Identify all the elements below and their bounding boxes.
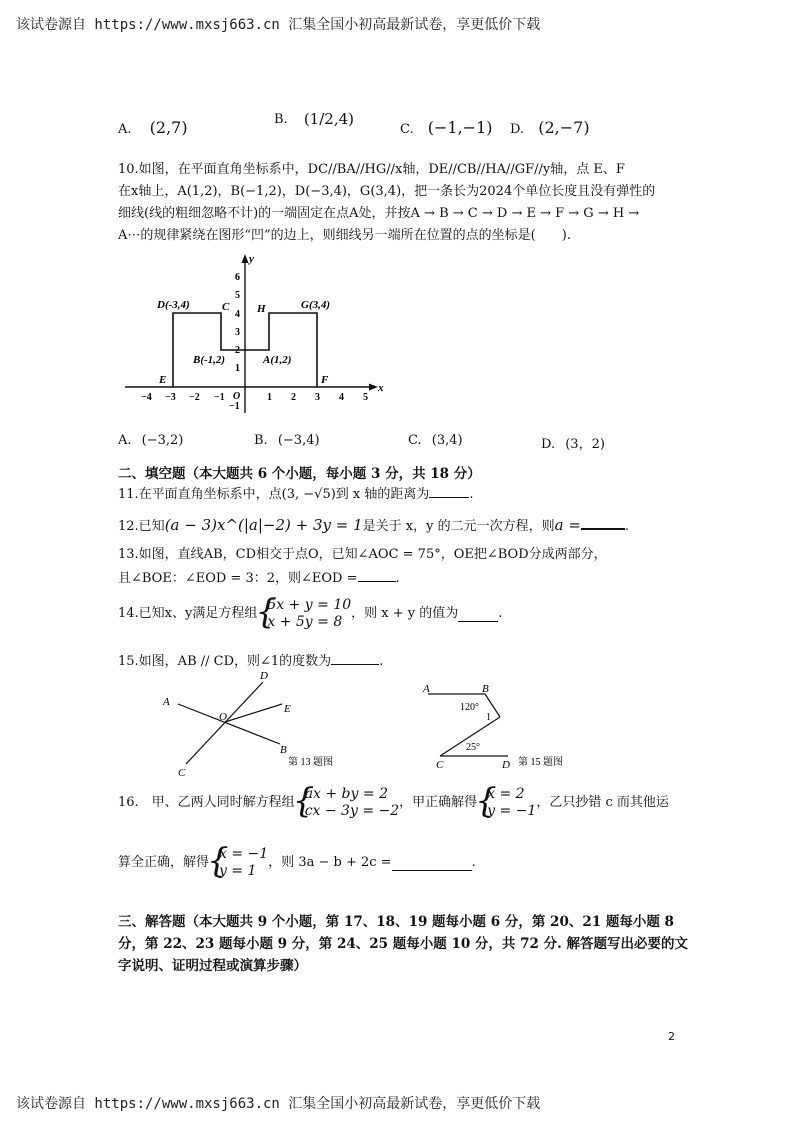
origin-label: O [233, 391, 241, 402]
figure-15-caption: 第 15 题图 [518, 757, 563, 768]
q10-option-d [541, 433, 605, 452]
y-tick: 5 [235, 290, 240, 301]
page-header: 该试卷源自 https://www.mxsj663.cn 汇集全国小初高最新试卷，享更低价下载 [16, 17, 541, 33]
q9-option-a [118, 118, 188, 137]
option-value: (2,7) [149, 118, 188, 137]
option-value: (3,4) [431, 433, 463, 448]
answer-blank [331, 650, 379, 665]
page-footer: 该试卷源自 https://www.mxsj663.cn 汇集全国小初高最新试卷，享更低价下载 [16, 1096, 541, 1112]
axis-y-label: y [249, 253, 254, 265]
figure-13-caption: 第 13 题图 [288, 757, 333, 768]
y-tick: −1 [229, 401, 240, 412]
angle-120-label: 120° [460, 702, 479, 713]
option-value: (−1,−1) [427, 118, 493, 137]
q13-line-1: 13.如图，直线AB，CD相交于点O，已知∠AOC = 75°，OE把∠BOD分成两部分， [118, 547, 607, 562]
equation: y = 1 [219, 863, 257, 879]
q16-text-mid: ，则 3a − b + 2c = [268, 855, 392, 870]
q14-end: . [498, 606, 503, 621]
equation: { x = −1 [219, 846, 269, 862]
option-label: B. [254, 433, 268, 448]
question-16-line-2 [118, 846, 476, 880]
section-2-heading: 二、填空题（本大题共 6 个小题，每小题 3 分，共 18 分） [118, 466, 481, 482]
option-label: C. [408, 433, 422, 448]
label-d: D [502, 759, 510, 771]
label-e: E [284, 703, 291, 715]
q13-figure [158, 668, 358, 780]
equation: { ax + by = 2 [304, 786, 388, 802]
x-tick: −3 [165, 392, 176, 403]
point-e-label: E [159, 374, 167, 386]
answer-blank [392, 856, 472, 871]
answer-blank [429, 483, 469, 498]
q13-line-2 [118, 567, 400, 589]
option-label: B. [274, 111, 288, 127]
x-tick: 1 [267, 392, 272, 403]
equation: { x = 2 [487, 786, 525, 802]
q14-text-mid: ，则 x + y 的值为 [351, 606, 459, 621]
option-value: (−3,2) [141, 433, 184, 448]
x-tick: −2 [189, 392, 200, 403]
q16-text: 16. 甲、乙两人同时解方程组 [118, 795, 295, 810]
y-axis-arrow [242, 254, 249, 263]
q12-text: 12.已知 [118, 519, 165, 534]
q10-option-a [118, 433, 183, 448]
q10-line-4: A⋯的规律紧绕在图形“凹”的边上，则细线另一端所在位置的点的坐标是( ). [118, 228, 571, 243]
section-3-heading-line-1: 三、解答题（本大题共 9 个小题，第 17、18、19 题每小题 6 分，第 20、21 题每小题 8 [118, 914, 674, 930]
answer-blank [581, 514, 625, 530]
q9-option-b [274, 110, 354, 128]
q9-option-c [400, 118, 493, 137]
x-tick: 2 [291, 392, 296, 403]
equation: y = −1 [487, 803, 537, 819]
line-cd [186, 682, 263, 764]
x-tick: −1 [214, 392, 225, 403]
q16-text-mid: ，甲正确解得 [399, 795, 478, 810]
q11-end: . [469, 487, 474, 502]
q15-text: 15.如图，AB // CD，则∠1的度数为 [118, 654, 332, 669]
q13-end: . [395, 571, 400, 586]
y-tick: 2 [235, 345, 240, 356]
q12-variable: a = [554, 516, 581, 534]
q15-end: . [379, 654, 384, 669]
section-3-heading-line-3: 字说明、证明过程或演算步骤） [118, 958, 307, 974]
q16-end: . [471, 855, 476, 870]
q14-text: 14.已知x、y满足方程组 [118, 606, 258, 621]
question-14 [118, 597, 502, 631]
y-tick: 6 [235, 272, 240, 283]
equation: cx − 3y = −2 [304, 803, 400, 819]
q13-text: 且∠BOE：∠EOD = 3：2，则∠EOD = [118, 571, 358, 586]
answer-blank [358, 567, 396, 582]
q10-option-b [254, 433, 320, 448]
point-g-label: G(3,4) [301, 299, 331, 311]
label-o: O [219, 711, 227, 723]
y-tick: 4 [235, 309, 240, 320]
option-value: (−3,4) [277, 433, 320, 448]
x-tick: 5 [363, 392, 368, 403]
q12-equation: (a − 3)x^(|a|−2) + 3y = 1 [164, 516, 363, 534]
angle-1-label: 1 [486, 712, 491, 723]
label-b: B [280, 744, 287, 756]
label-c: C [178, 767, 186, 779]
point-d-label: D(-3,4) [157, 299, 190, 311]
q12-end: . [624, 519, 630, 534]
q10-coordinate-figure [120, 250, 390, 420]
q14-equation-system [257, 597, 351, 631]
section-3-heading-line-2: 分，第 22、23 题每小题 9 分，第 24、25 题每小题 10 分，共 72 分. 解答题写出必要的文 [118, 936, 689, 952]
option-value: (3，2) [565, 437, 605, 452]
label-d: D [260, 670, 268, 682]
point-a-label: A(1,2) [263, 354, 292, 366]
x-tick: −4 [141, 392, 152, 403]
equation: x + 5y = 8 [267, 614, 343, 630]
q11-text: 11.在平面直角坐标系中，点(3, −√5)到 x 轴的距离为 [118, 487, 430, 502]
option-value: (2,−7) [538, 118, 590, 137]
label-c: C [436, 759, 444, 771]
q16-solution-b [209, 846, 268, 880]
x-tick: 4 [339, 392, 344, 403]
q9-option-d [510, 118, 590, 137]
label-a: A [163, 696, 170, 708]
option-label: C. [400, 122, 414, 137]
question-12 [118, 514, 629, 537]
option-label: A. [118, 433, 132, 448]
angle-25-label: 25° [466, 742, 480, 753]
y-tick: 3 [235, 327, 240, 338]
option-label: A. [118, 122, 132, 137]
axis-x-label: x [378, 382, 384, 394]
q10-line-2: 在x轴上，A(1,2)，B(−1,2)，D(−3,4)，G(3,4)，把一条长为2024个单位长度且没有弹性的 [118, 184, 656, 199]
x-tick: 3 [315, 392, 320, 403]
option-label: D. [541, 437, 556, 452]
x-axis-arrow [369, 384, 378, 391]
point-b-label: B(-1,2) [193, 354, 226, 366]
question-16-line-1 [118, 786, 669, 820]
q16-text: 算全正确，解得 [118, 855, 210, 870]
answer-blank [458, 607, 498, 622]
q16-text-end: ，乙只抄错 c 而其他运 [536, 795, 669, 810]
q16-solution-a [477, 786, 536, 820]
x-tick-labels [141, 392, 368, 403]
point-f-label: F [321, 374, 329, 386]
question-11 [118, 483, 474, 505]
label-b: B [482, 683, 489, 695]
option-label: D. [510, 122, 525, 137]
q15-figure [420, 680, 590, 772]
point-h-label: H [257, 303, 266, 315]
q10-option-c [408, 433, 463, 448]
label-a: A [423, 683, 430, 695]
option-value: (1/2,4) [303, 110, 354, 128]
point-c-label: C [222, 301, 230, 313]
q16-equation-system [295, 786, 399, 820]
q10-line-3: 细线(线的粗细忽略不计)的一端固定在点A处，并按A → B → C → D → E → F → G → H → [118, 206, 640, 221]
y-tick: 1 [235, 363, 240, 374]
page-number: 2 [668, 1030, 675, 1043]
equation: { 5x + y = 10 [267, 597, 352, 613]
q10-line-1: 10.如图，在平面直角坐标系中，DC//BA//HG//x轴，DE//CB//HA//GF//y轴，点 E、F [118, 162, 625, 177]
q12-text-mid: 是关于 x，y 的二元一次方程，则 [362, 519, 555, 534]
